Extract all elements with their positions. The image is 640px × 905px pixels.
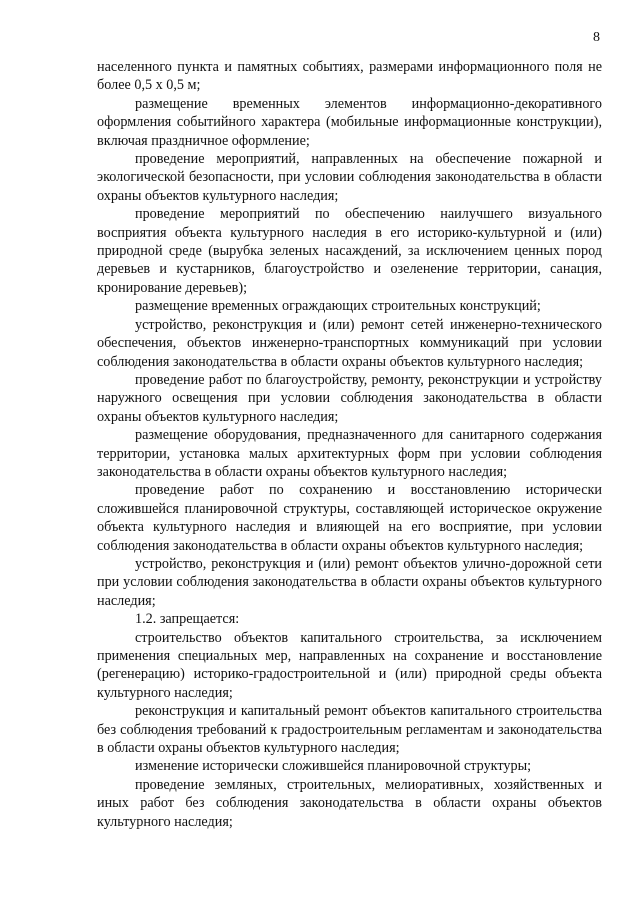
page-number: 8 [593, 30, 600, 45]
paragraph: проведение работ по благоустройству, ремонту, реконструкции и устройству наружного освещения при условии соблюдения законодательства в области охраны объектов культурного наследия; [97, 371, 602, 425]
paragraph: населенного пункта и памятных событиях, размерами информационного поля не более 0,5 х 0,5 м; [97, 59, 602, 94]
section-heading: 1.2. запрещается: [135, 611, 240, 628]
paragraph: проведение мероприятий по обеспечению наилучшего визуального восприятия объекта культурного наследия в его историко-культурной и (или) природной среде (вырубка зеленых насаждений, за исключением ценных пород деревьев и кустарников, благоустройство и озеленение территории, санация, кронирование деревьев); [97, 206, 602, 296]
paragraph: проведение работ по сохранению и восстановлению исторически сложившейся планировочной структуры, составляющей историческое окружение объекта культурного наследия и влияющей на его восприятие, при условии соблюдения законодательства в области охраны объектов культурного наследия; [97, 482, 602, 554]
paragraph: строительство объектов капитального строительства, за исключением применения специальных мер, направленных на сохранение и восстановление (регенерацию) историко-градостроительной и (или) природной среды объекта культурного наследия; [97, 629, 602, 701]
paragraph: реконструкция и капитальный ремонт объектов капитального строительства без соблюдения требований к градостроительным регламентам и законодательства в области охраны объектов культурного наследия; [97, 703, 602, 757]
paragraph: проведение земляных, строительных, мелиоративных, хозяйственных и иных работ без соблюдения законодательства в области охраны объектов культурного наследия; [97, 776, 602, 830]
paragraph: проведение мероприятий, направленных на обеспечение пожарной и экологической безопасности, при условии соблюдения законодательства в области охраны объектов культурного наследия; [97, 151, 602, 204]
paragraph: размещение временных ограждающих строительных конструкций; [135, 298, 541, 315]
paragraph: устройство, реконструкция и (или) ремонт объектов улично-дорожной сети при условии соблюдения законодательства в области охраны объектов культурного наследия; [97, 555, 602, 609]
document-body [97, 58, 602, 831]
paragraph: размещение временных элементов информационно-декоративного оформления событийного характера (мобильные информационные конструкции), включая праздничное оформление; [97, 95, 602, 149]
paragraph: устройство, реконструкция и (или) ремонт сетей инженерно-технического обеспечения, объектов инженерно-транспортных коммуникаций при условии соблюдения законодательства в области охраны объектов культурного наследия; [97, 316, 602, 370]
paragraph: изменение исторически сложившейся планировочной структуры; [135, 758, 532, 775]
paragraph: размещение оборудования, предназначенного для санитарного содержания территории, установка малых архитектурных форм при условии соблюдения законодательства в области охраны объектов культурного наследия; [97, 427, 602, 480]
